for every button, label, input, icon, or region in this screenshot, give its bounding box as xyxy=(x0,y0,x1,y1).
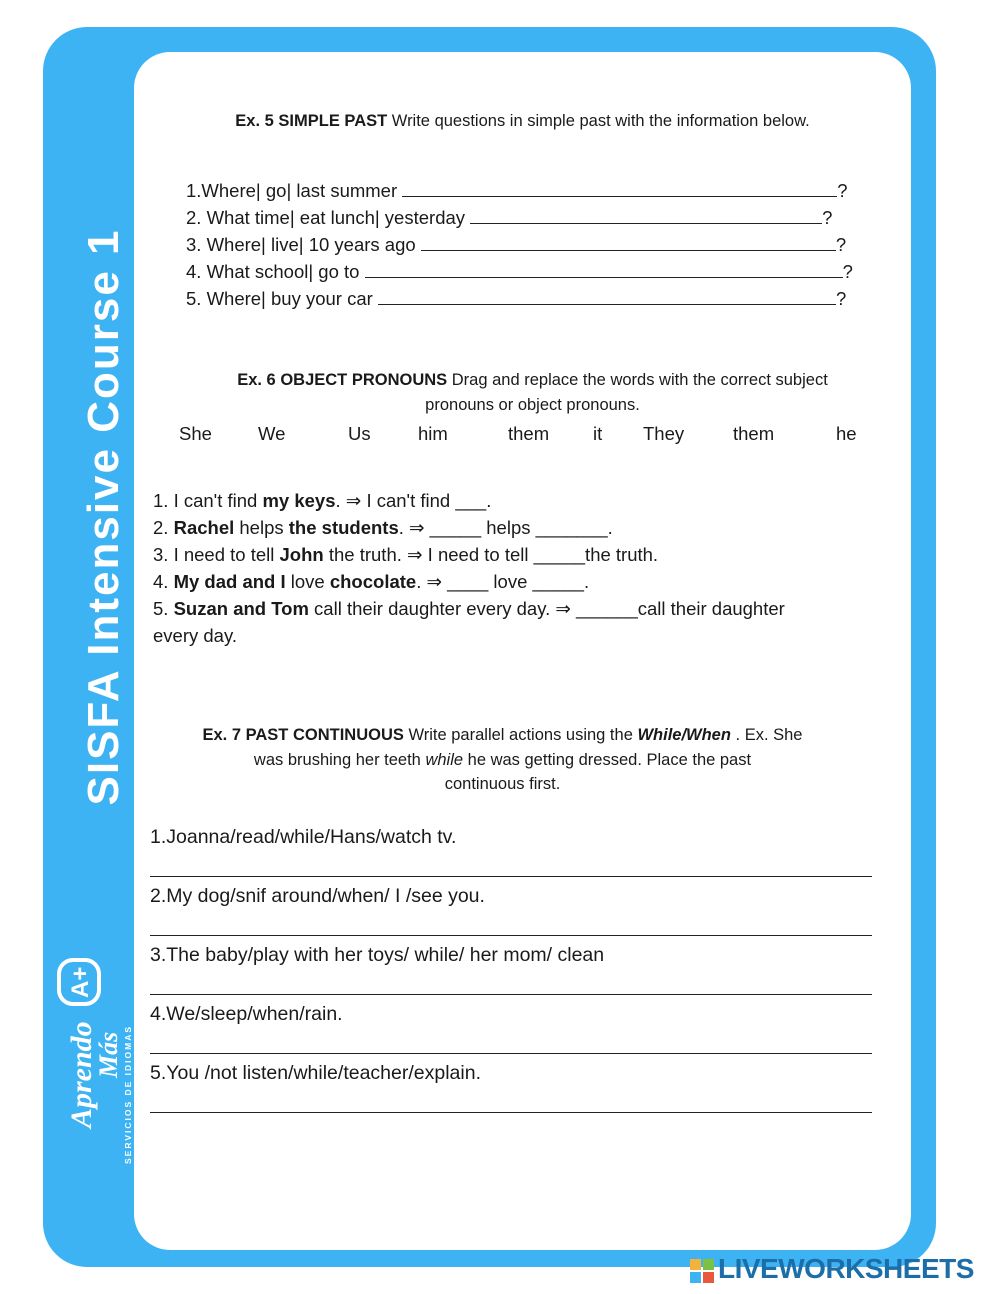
ex7-item-4: 4.We/sleep/when/rain. xyxy=(150,1003,343,1025)
word-he[interactable]: he xyxy=(836,423,857,444)
svg-text:A+: A+ xyxy=(67,966,94,998)
item-number: 5. xyxy=(153,598,174,619)
word-they[interactable]: They xyxy=(643,423,685,444)
question-mark: ? xyxy=(842,261,853,282)
ex7-keyword: while xyxy=(425,750,464,769)
word-them[interactable]: them xyxy=(508,423,550,444)
arrow-icon: ⇒ xyxy=(555,598,571,619)
ex5-item-1 xyxy=(186,177,848,204)
ex5-heading xyxy=(150,109,895,134)
ex6-instruction-2: pronouns or object pronouns. xyxy=(425,395,640,414)
ex7-instruction: . Ex. She xyxy=(730,726,803,744)
arrow-icon: ⇒ xyxy=(409,517,425,538)
word-we[interactable]: We xyxy=(258,423,286,444)
ex6-answer-2[interactable]: _____ helps _______. xyxy=(424,517,613,538)
ex7-keyword: While/When xyxy=(637,726,731,744)
svg-text:Más: Más xyxy=(94,1031,123,1078)
liveworksheets-icon xyxy=(690,1259,714,1283)
ex5-item-1-text: 1.Where| go| last summer xyxy=(186,180,398,201)
ex6-item-4 xyxy=(153,568,589,595)
word-him[interactable]: him xyxy=(418,423,448,444)
item-text: love xyxy=(285,571,330,592)
item-bold: John xyxy=(279,544,324,565)
svg-text:Aprendo: Aprendo xyxy=(65,1021,98,1128)
ex5-label: Ex. 5 SIMPLE PAST xyxy=(235,112,388,130)
ex5-item-4-text: 4. What school| go to xyxy=(186,261,360,282)
ex6-item-1 xyxy=(153,487,491,514)
arrow-icon: ⇒ xyxy=(407,544,423,565)
word-she[interactable]: She xyxy=(179,423,212,444)
item-bold: Suzan and Tom xyxy=(173,598,309,619)
ex6-label: Ex. 6 OBJECT PRONOUNS xyxy=(237,371,448,389)
ex6-answer-1[interactable]: I can't find ___. xyxy=(361,490,492,511)
ex7-item-1: 1.Joanna/read/while/Hans/watch tv. xyxy=(150,826,457,848)
item-bold: Rachel xyxy=(173,517,235,538)
ex5-item-2 xyxy=(186,204,832,231)
ex6-answer-3[interactable]: I need to tell _____the truth. xyxy=(422,544,659,565)
item-bold: My dad and I xyxy=(173,571,286,592)
ex5-item-4 xyxy=(186,258,853,285)
arrow-icon: ⇒ xyxy=(345,490,362,511)
item-text: helps xyxy=(234,517,289,538)
ex6-item-3 xyxy=(153,541,658,568)
ex5-answer-1[interactable] xyxy=(402,181,837,197)
item-bold: my keys xyxy=(262,490,336,511)
word-it[interactable]: it xyxy=(593,423,603,444)
ex7-answer-4[interactable] xyxy=(150,1053,872,1054)
ex6-item-5 xyxy=(153,595,883,649)
question-mark: ? xyxy=(822,207,833,228)
item-bold: the students xyxy=(288,517,399,538)
ex5-answer-5[interactable] xyxy=(378,289,836,305)
ex5-answer-2[interactable] xyxy=(470,208,822,224)
question-mark: ? xyxy=(837,180,848,201)
question-mark: ? xyxy=(835,234,847,255)
ex5-item-2-text: 2. What time| eat lunch| yesterday xyxy=(186,207,466,228)
ex5-item-3 xyxy=(186,231,846,258)
side-title-text: SISFA Intensive Course 1 xyxy=(79,228,128,806)
item-text: the truth. xyxy=(323,544,408,565)
item-number: 4. xyxy=(153,571,174,592)
ex7-instruction: Write parallel actions using the xyxy=(403,726,638,744)
ex5-answer-4[interactable] xyxy=(365,262,843,278)
item-bold: chocolate xyxy=(329,571,417,592)
ex6-item-2 xyxy=(153,514,613,541)
item-text: I need to tell xyxy=(173,544,280,565)
item-text: . xyxy=(335,490,346,511)
item-text: call their daughter every day. xyxy=(308,598,556,619)
word-us[interactable]: Us xyxy=(348,423,371,444)
ex7-instruction: he was getting dressed. Place the past xyxy=(463,750,752,769)
ex7-answer-3[interactable] xyxy=(150,994,872,995)
item-text: I can't find xyxy=(173,490,263,511)
ex7-item-2: 2.My dog/snif around/when/ I /see you. xyxy=(150,885,485,907)
ex7-answer-5[interactable] xyxy=(150,1112,872,1113)
svg-text:SERVICIOS DE IDIOMAS: SERVICIOS DE IDIOMAS xyxy=(123,1024,133,1164)
ex7-answer-2[interactable] xyxy=(150,935,872,936)
ex7-instruction: continuous first. xyxy=(444,775,561,793)
item-text: . xyxy=(398,517,410,538)
arrow-icon: ⇒ xyxy=(426,571,442,592)
ex6-heading xyxy=(150,368,915,417)
ex7-instruction: was brushing her teeth xyxy=(253,750,426,769)
ex7-item-5: 5.You /not listen/while/teacher/explain. xyxy=(150,1062,481,1084)
ex7-heading xyxy=(130,723,875,797)
ex5-item-5 xyxy=(186,285,846,312)
item-number: 3. xyxy=(153,544,174,565)
item-text: every day. xyxy=(153,625,237,646)
ex6-instruction-1: Drag and replace the words with the correct subject xyxy=(447,371,828,389)
ex6-answer-5[interactable]: ______call their daughter xyxy=(570,598,785,619)
ex6-answer-4[interactable]: ____ love _____. xyxy=(442,571,590,592)
ex7-answer-1[interactable] xyxy=(150,876,872,877)
liveworksheets-watermark xyxy=(690,1253,990,1287)
question-mark: ? xyxy=(835,288,847,309)
liveworksheets-text: LIVEWORKSHEETS xyxy=(718,1253,974,1284)
item-number: 2. xyxy=(153,517,174,538)
item-number: 1. xyxy=(153,490,174,511)
ex5-item-5-text: 5. Where| buy your car xyxy=(186,288,373,309)
ex7-label: Ex. 7 PAST CONTINUOUS xyxy=(202,726,404,744)
ex5-answer-3[interactable] xyxy=(421,235,836,251)
aprendo-mas-logo xyxy=(55,942,135,1174)
word-them-2[interactable]: them xyxy=(733,423,775,444)
ex5-item-3-text: 3. Where| live| 10 years ago xyxy=(186,234,416,255)
item-text: . xyxy=(416,571,427,592)
ex5-instruction: Write questions in simple past with the information below. xyxy=(387,112,810,130)
ex7-item-3: 3.The baby/play with her toys/ while/ her mom/ clean xyxy=(150,944,605,966)
